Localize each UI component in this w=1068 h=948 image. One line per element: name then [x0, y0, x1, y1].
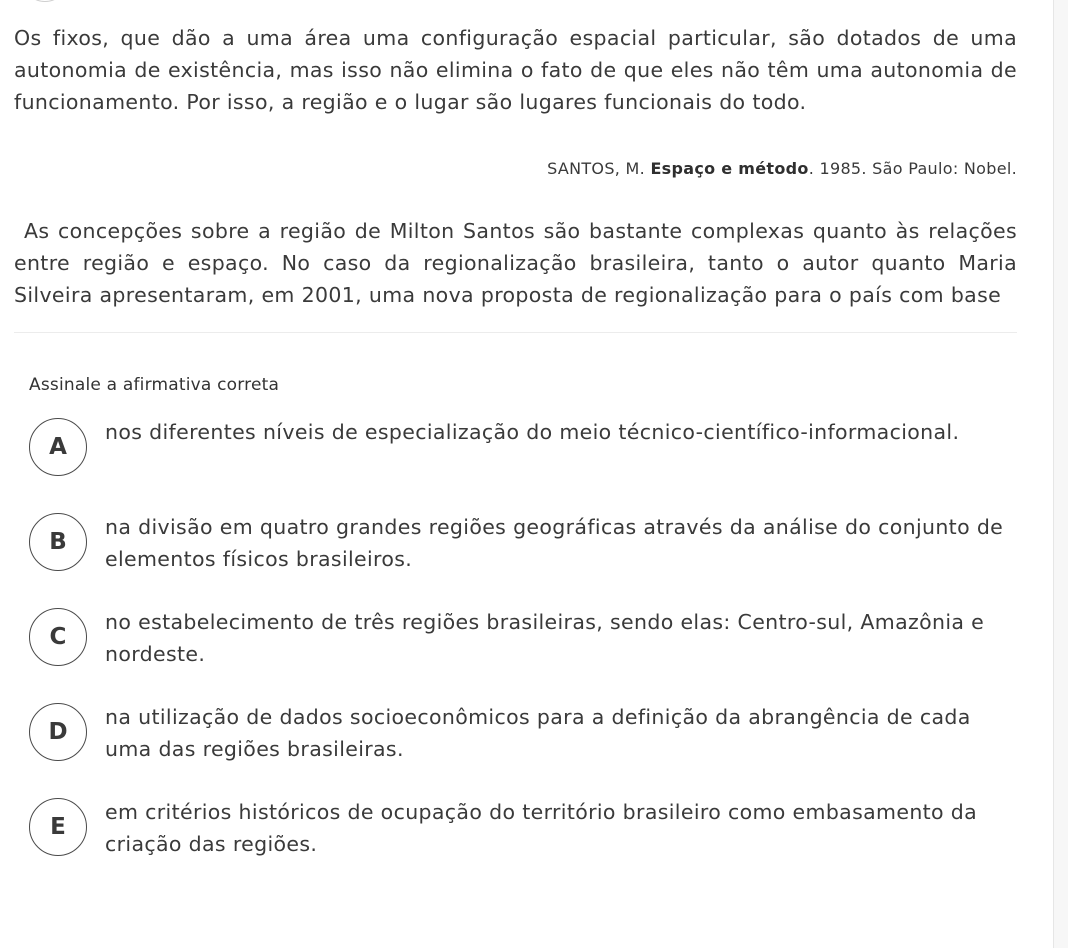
vertical-scrollbar[interactable] [1053, 0, 1068, 948]
option-c-text[interactable]: no estabelecimento de três regiões brasileiras, sendo elas: Centro-sul, Amazônia e nordeste. [105, 609, 985, 666]
options-list [14, 418, 1017, 893]
option-c-letter[interactable]: C [29, 608, 87, 666]
option-a[interactable] [14, 418, 1017, 513]
option-d-letter[interactable]: D [29, 703, 87, 761]
divider [14, 332, 1017, 333]
citation-author: SANTOS, M. [547, 159, 651, 178]
option-d-text[interactable]: na utilização de dados socioeconômicos para a definição da abrangência de cada uma das regiões brasileiras. [105, 704, 971, 761]
option-b-text[interactable]: na divisão em quatro grandes regiões geográficas através da análise do conjunto de elementos físicos brasileiros. [105, 514, 1004, 571]
option-a-letter[interactable]: A [29, 418, 87, 476]
question-content [14, 0, 1017, 893]
option-b[interactable] [14, 513, 1017, 608]
option-a-text[interactable]: nos diferentes níveis de especialização do meio técnico-científico-informacional. [105, 419, 960, 444]
option-e-text[interactable]: em critérios históricos de ocupação do território brasileiro como embasamento da criação das regiões. [105, 799, 978, 856]
option-b-letter[interactable]: B [29, 513, 87, 571]
option-c[interactable] [14, 608, 1017, 703]
citation [14, 157, 1017, 181]
passage-paragraph-2: As concepções sobre a região de Milton Santos são bastante complexas quanto às relações entre região e espaço. No caso da regionalização brasileira, tanto o autor quanto Maria Silveira apresentaram, em 2001, uma nova proposta de regionalização para o país com base [14, 219, 1017, 307]
option-e-letter[interactable]: E [29, 798, 87, 856]
passage-paragraph-1: Os fixos, que dão a uma área uma configuração espacial particular, são dotados de uma autonomia de existência, mas isso não elimina o fato de que eles não têm uma autonomia de funcionamento. Por isso, a região e o lugar são lugares funcionais do todo. [14, 26, 1017, 114]
option-e[interactable] [14, 798, 1017, 893]
question-instruction: Assinale a afirmativa correta [29, 374, 280, 395]
citation-title: Espaço e método [650, 159, 809, 178]
option-d[interactable] [14, 703, 1017, 798]
citation-details: . 1985. São Paulo: Nobel. [808, 159, 1017, 178]
